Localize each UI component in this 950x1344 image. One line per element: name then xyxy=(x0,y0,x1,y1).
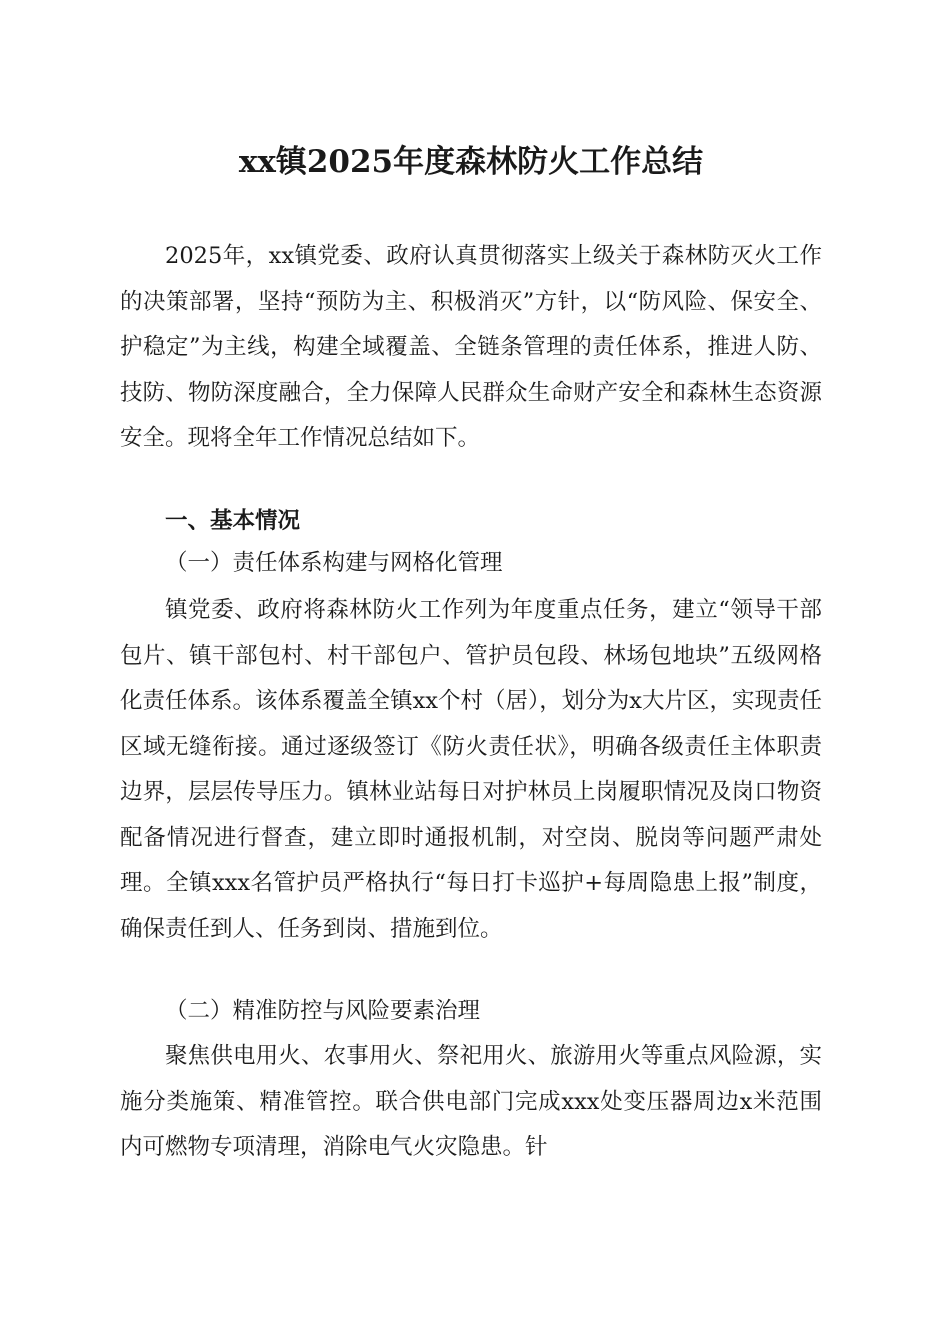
intro-paragraph: 2025年，xx镇党委、政府认真贯彻落实上级关于森林防灭火工作的决策部署，坚持“预防为主、积极消灭”方针，以“防风险、保安全、护稳定”为主线，构建全域覆盖、全链条管理的责任体系，推进人防、技防、物防深度融合，全力保障人民群众生命财产安全和森林生态资源安全。现将全年工作情况总结如下。 xyxy=(120,243,822,451)
section-heading-basic-situation: 一、基本情况 xyxy=(165,508,301,534)
subsection-heading-responsibility: （一）责任体系构建与网格化管理 xyxy=(165,550,503,576)
subsection-body-prevention: 聚焦供电用火、农事用火、祭祀用火、旅游用火等重点风险源，实施分类施策、精准管控。联合供电部门完成xxx处变压器周边x米范围内可燃物专项清理，消除电气火灾隐患。针 xyxy=(120,1043,822,1160)
subsection-heading-prevention: （二）精准防控与风险要素治理 xyxy=(165,998,481,1024)
document-title: xx镇2025年度森林防火工作总结 xyxy=(238,144,704,180)
subsection-body-responsibility: 镇党委、政府将森林防火工作列为年度重点任务，建立“领导干部包片、镇干部包村、村干部包户、管护员包段、林场包地块”五级网格化责任体系。该体系覆盖全镇xx个村（居），划分为x大片区，实现责任区域无缝衔接。通过逐级签订《防火责任状》，明确各级责任主体职责边界，层层传导压力。镇林业站每日对护林员上岗履职情况及岗口物资配备情况进行督查，建立即时通报机制，对空岗、脱岗等问题严肃处理。全镇xxx名管护员严格执行“每日打卡巡护+每周隐患上报”制度，确保责任到人、任务到岗、措施到位。 xyxy=(120,597,822,942)
